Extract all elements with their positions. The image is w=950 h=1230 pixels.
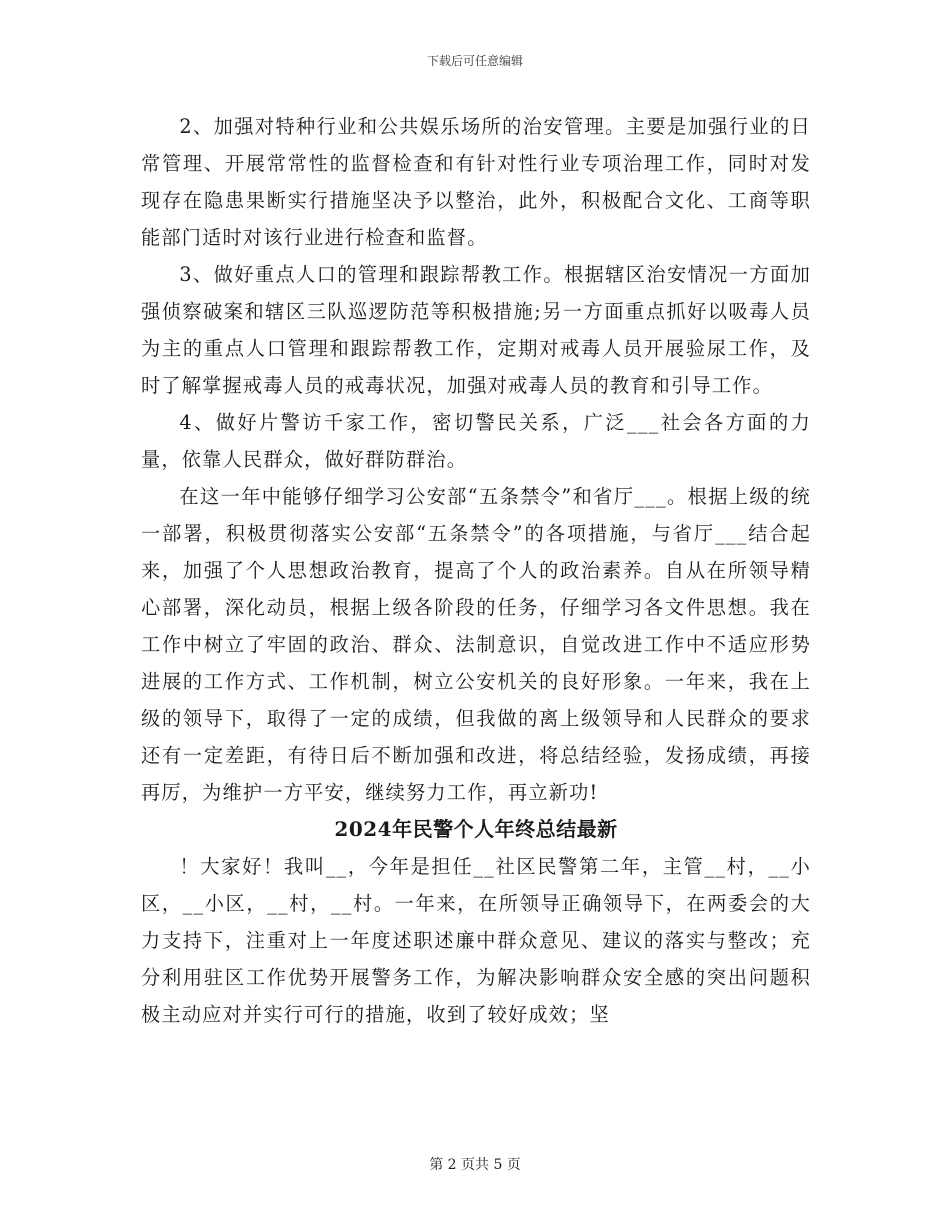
paragraph-item-3: 3、做好重点人口的管理和跟踪帮教工作。根据辖区治安情况一方面加强侦察破案和辖区三队巡逻防范等积极措施;另一方面重点抓好以吸毒人员为主的重点人口管理和跟踪帮教工作，定期对戒毒人员开展验尿工作，及时了解掌握戒毒人员的戒毒状况，加强对戒毒人员的教育和引导工作。 (141, 263, 811, 397)
paragraph-item-2: 2、加强对特种行业和公共娱乐场所的治安管理。主要是加强行业的日常管理、开展常常性的监督检查和有针对性行业专项治理工作，同时对发现存在隐患果断实行措施坚决予以整治，此外，积极配合文化、工商等职能部门适时对该行业进行检查和监督。 (141, 115, 811, 249)
section-paragraph: ！大家好！我叫__，今年是担任__社区民警第二年，主管__村，__小区，__小区，__村，__村。一年来，在所领导正确领导下，在两委会的大力支持下，注重对上一年度述职述廉中群众意见、建议的落实与整改；充分利用驻区工作优势开展警务工作，为解决影响群众安全感的突出问题积极主动应对并实行可行的措施，收到了较好成效；坚 (141, 855, 811, 1026)
paragraph-item-4: 4、做好片警访千家工作，密切警民关系，广泛___社会各方面的力量，依靠人民群众，做好群防群治。 (141, 411, 811, 471)
document-body (141, 108, 811, 1033)
header-note: 下载后可任意编辑 (426, 54, 523, 68)
paragraph-year-summary: 在这一年中能够仔细学习公安部“五条禁令”和省厅___。根据上级的统一部署，积极贯彻落实公安部“五条禁令”的各项措施，与省厅___结合起来，加强了个人思想政治教育，提高了个人的政治素养。自从在所领导精心部署，深化动员，根据上级各阶段的任务，仔细学习各文件思想。我在工作中树立了牢固的政治、群众、法制意识，自觉改进工作中不适应形势进展的工作方式、工作机制，树立公安机关的良好形象。一年来，我在上级的领导下，取得了一定的成绩，但我做的离上级领导和人民群众的要求还有一定差距，有待日后不断加强和改进，将总结经验，发扬成绩，再接再厉，为维护一方平安，继续努力工作，再立新功! (141, 485, 811, 804)
section-title: 2024年民警个人年终总结最新 (334, 817, 618, 841)
page-number: 第 2 页共 5 页 (429, 1157, 521, 1173)
